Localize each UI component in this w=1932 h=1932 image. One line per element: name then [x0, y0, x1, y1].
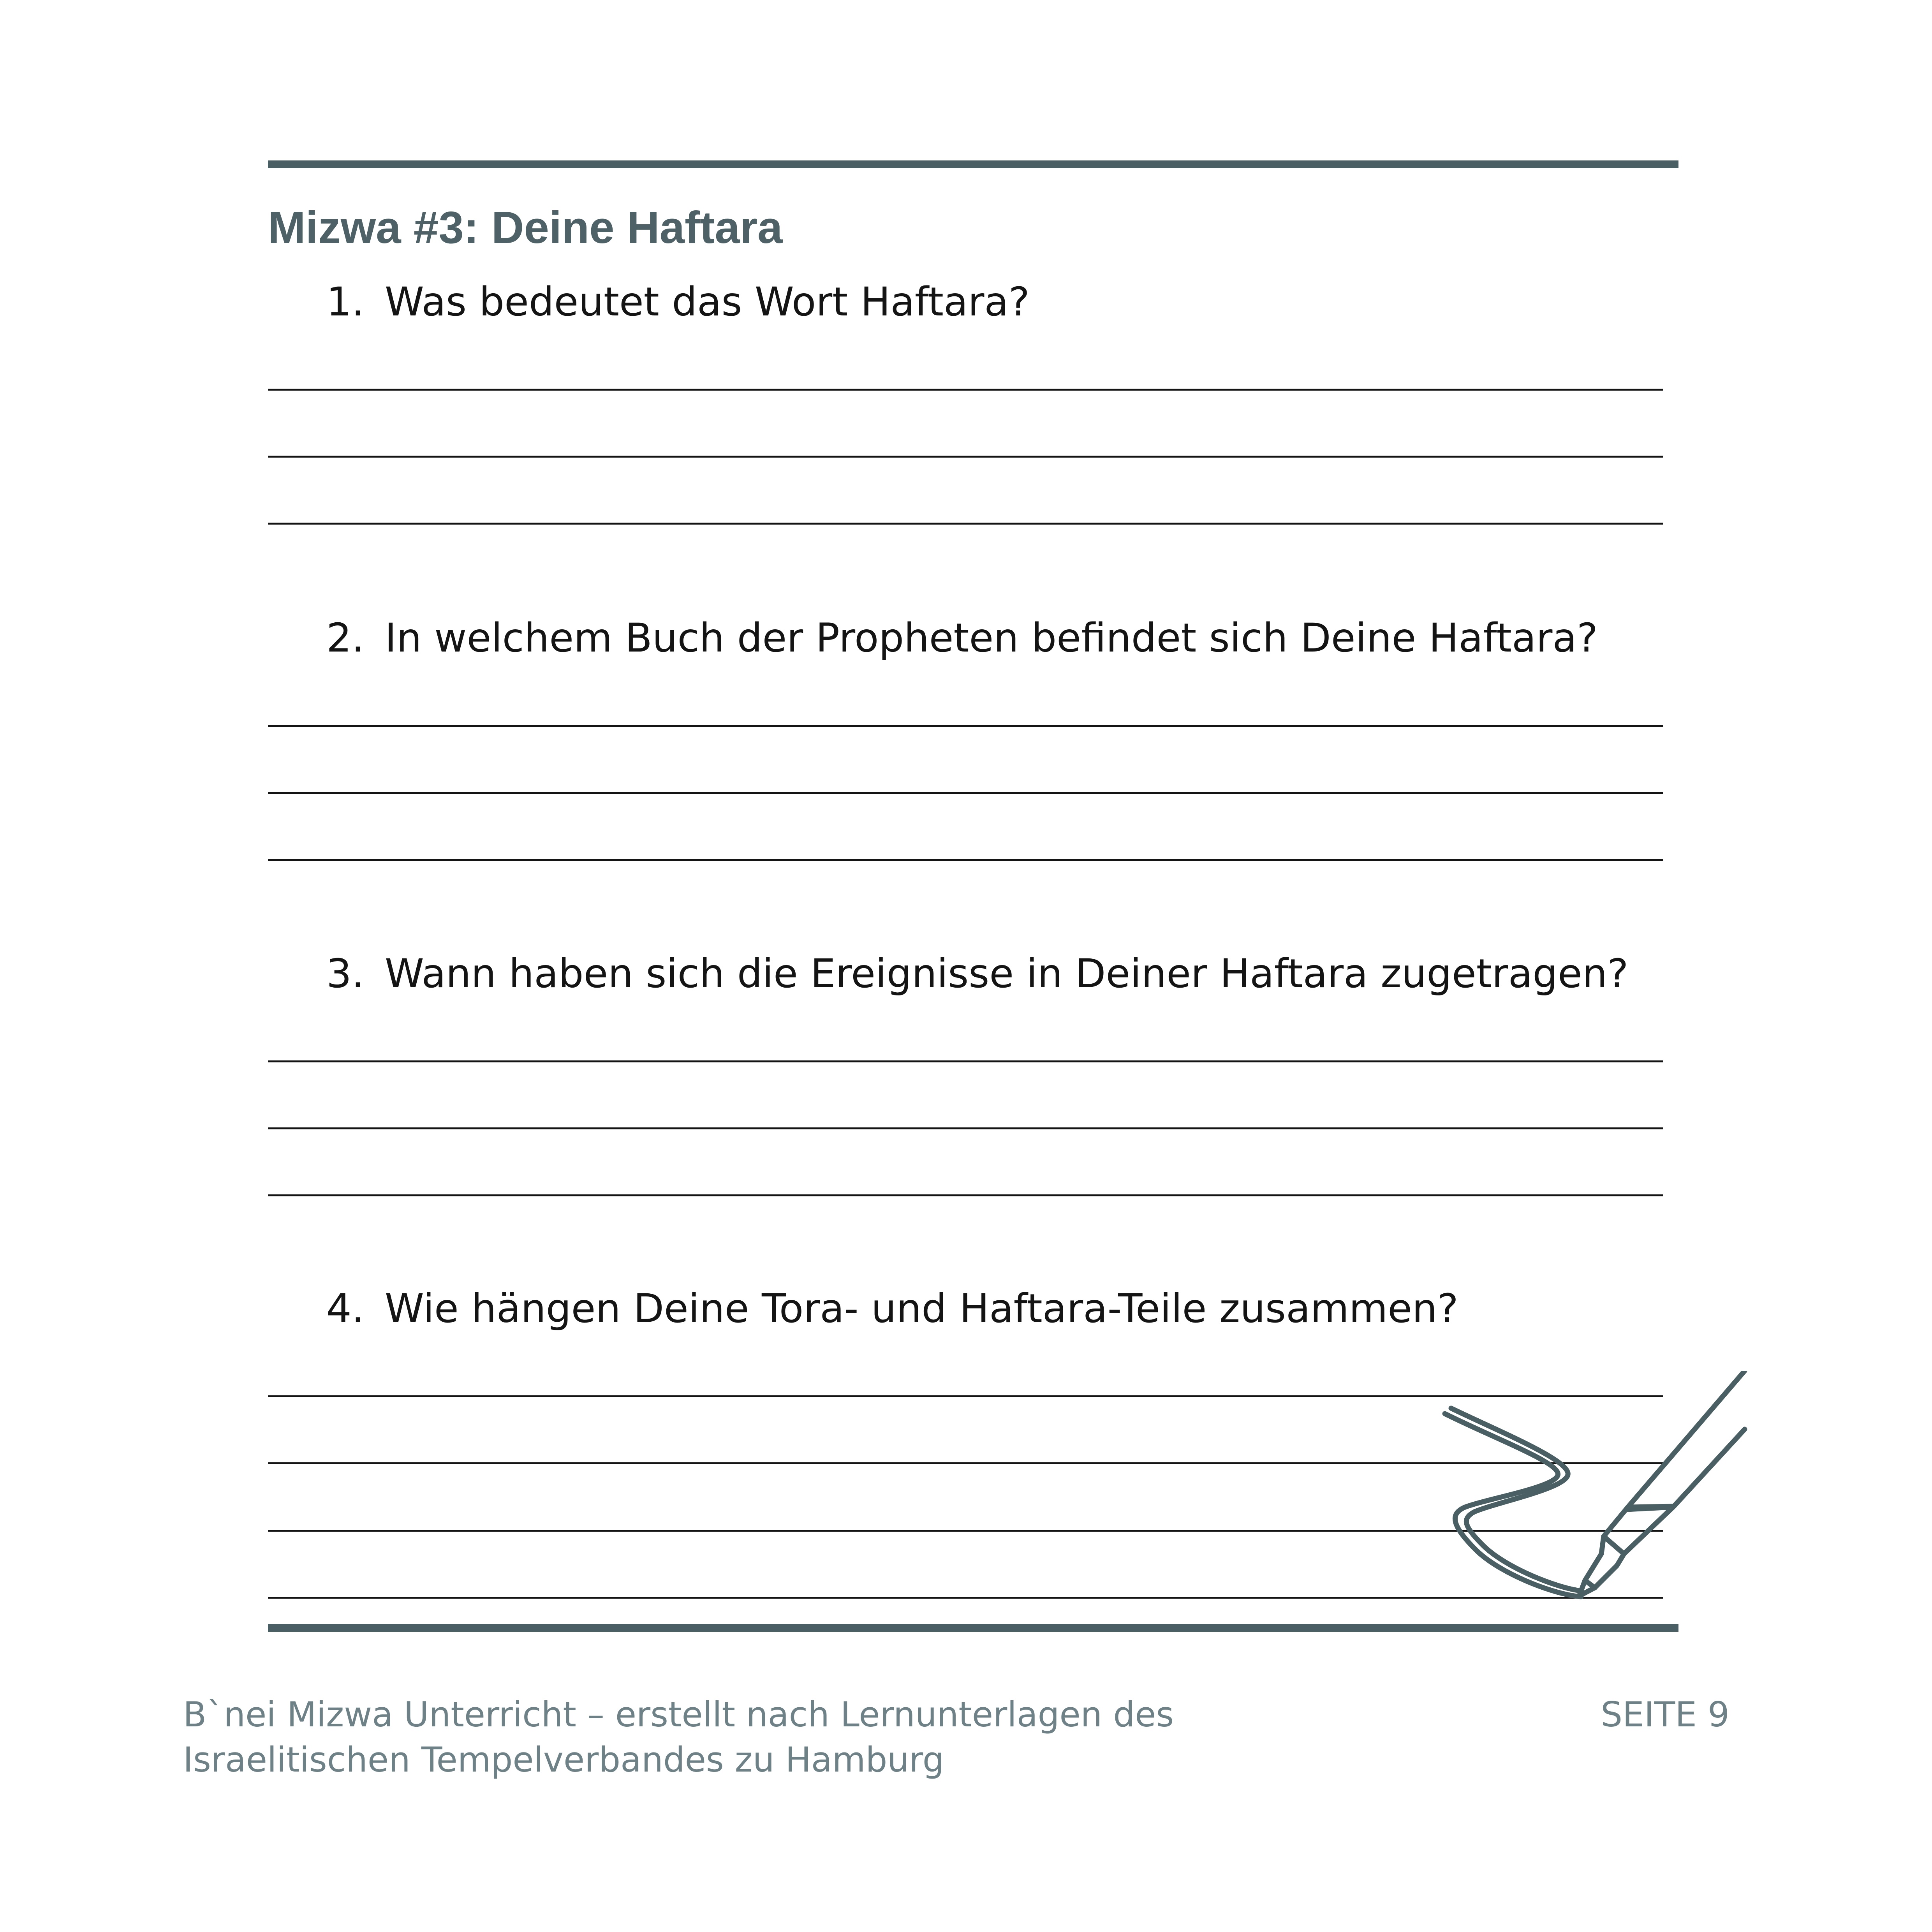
answer-line[interactable] [268, 523, 1663, 525]
question-1 [326, 278, 1030, 326]
answer-line[interactable] [268, 792, 1663, 794]
question-text: Was bedeutet das Wort Haftara? [385, 279, 1030, 325]
page-number: SEITE 9 [1601, 1694, 1729, 1735]
answer-line[interactable] [268, 725, 1663, 727]
answer-line[interactable] [268, 456, 1663, 458]
question-text: Wie hängen Deine Tora- und Haftara-Teile zusammen? [385, 1286, 1458, 1332]
answer-line[interactable] [268, 389, 1663, 391]
top-rule [268, 160, 1678, 168]
answer-line[interactable] [268, 1194, 1663, 1196]
question-number: 1. [326, 279, 365, 325]
question-number: 2. [326, 615, 365, 661]
footer-credit-line-2: Israelitischen Tempelverbandes zu Hamburg [183, 1740, 944, 1780]
question-2 [326, 615, 1598, 662]
question-text: In welchem Buch der Propheten befindet sich Deine Haftara? [385, 615, 1598, 661]
question-4 [326, 1285, 1458, 1333]
footer-credit-line-1: B`nei Mizwa Unterricht – erstellt nach Lernunterlagen des [183, 1694, 1174, 1735]
question-3 [326, 950, 1628, 998]
footer-credit [183, 1692, 1174, 1782]
page-title: Mizwa #3: Deine Haftara [268, 202, 783, 253]
bottom-rule [268, 1624, 1678, 1632]
question-number: 4. [326, 1286, 365, 1332]
question-text: Wann haben sich die Ereignisse in Deiner Haftara zugetragen? [385, 951, 1629, 997]
question-number: 3. [326, 951, 365, 997]
answer-line[interactable] [268, 1060, 1663, 1062]
answer-line[interactable] [268, 859, 1663, 861]
answer-line[interactable] [268, 1127, 1663, 1129]
pen-signature-icon [1441, 1371, 1752, 1604]
